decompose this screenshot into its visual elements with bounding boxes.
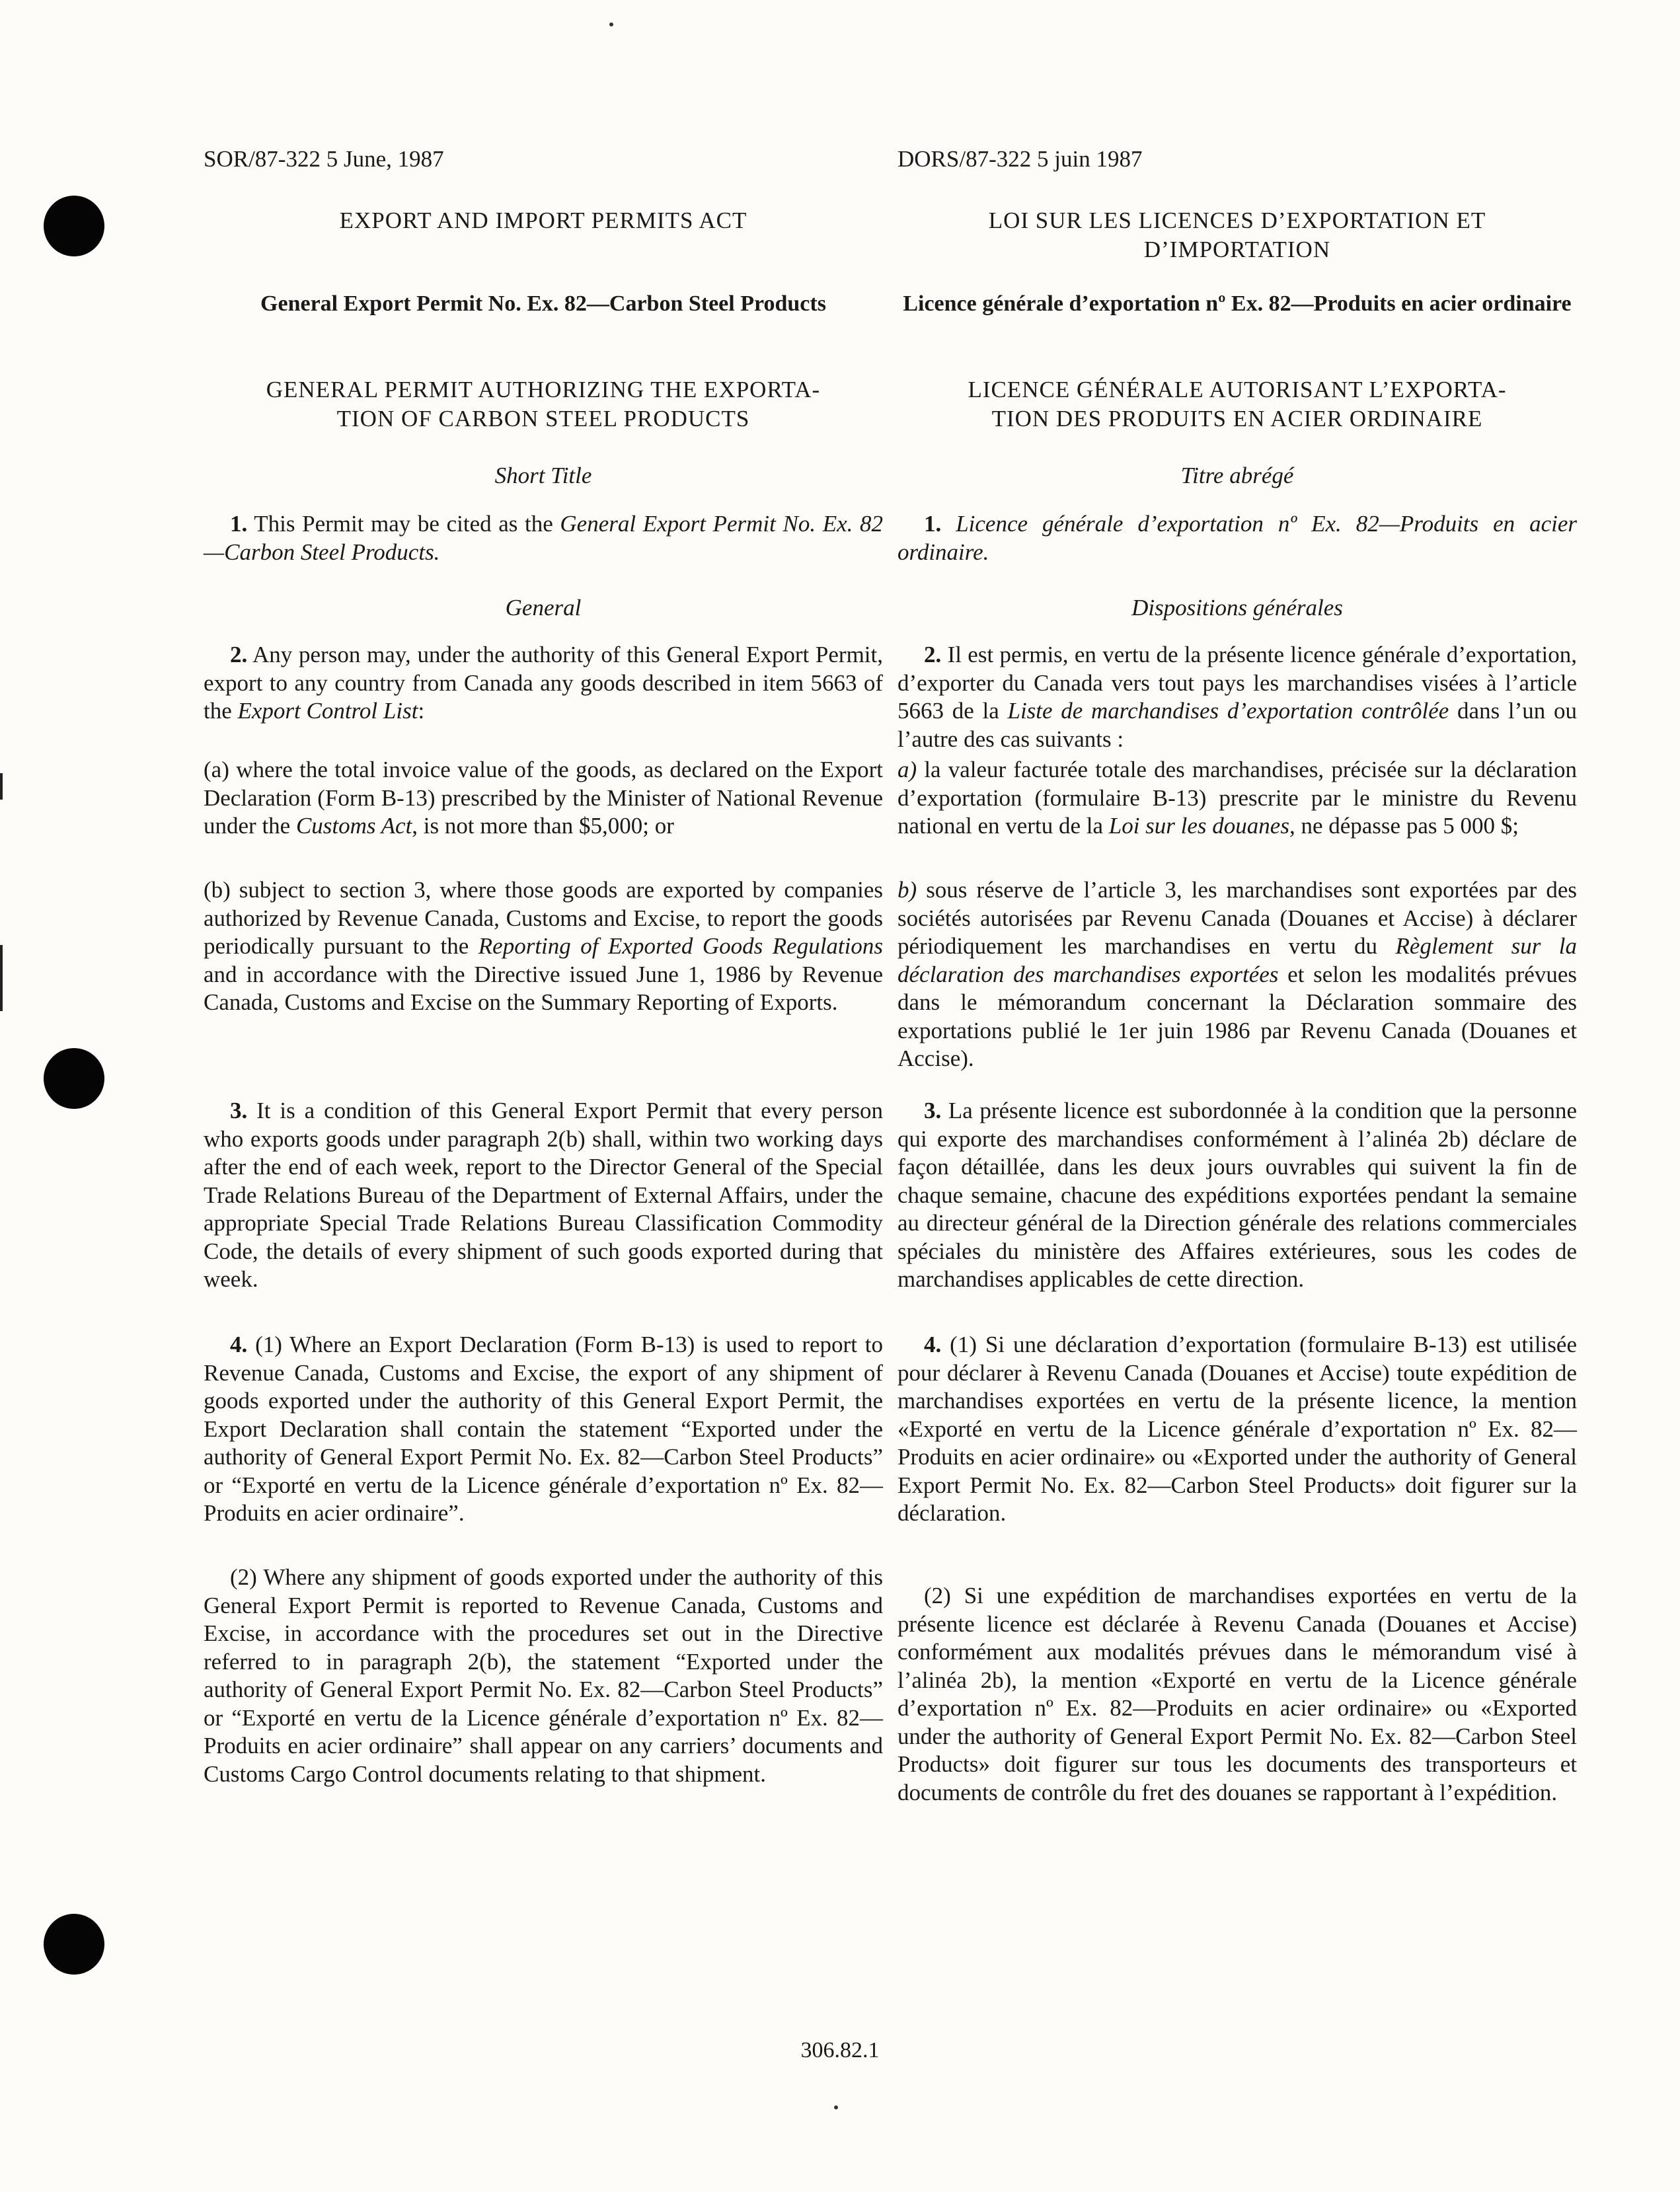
paragraph-2b: b) sous réserve de l’article 3, les marchandises sont exportées par des sociétés autorisées par Revenu Canada (Douanes et Accise) à déclarer périodiquement les marchandises en vertu du Règlement sur la déclaration des marchandises exportées et selon les modalités prévues dans le mémorandum concernant la Déclaration sommaire des exportations publié le 1er juin 1986 par Revenu Canada (Douanes et Accise). xyxy=(897,877,1578,1071)
paragraph-2a: a) la valeur facturée totale des marchandises, précisée sur la déclaration d’exportation (formulaire B-13) prescrite par le ministre du Revenu national en vertu de la Loi sur les douanes, ne dépasse pas 5 000 $; xyxy=(897,757,1577,839)
act-title: EXPORT AND IMPORT PERMITS ACT xyxy=(339,208,747,233)
binder-hole-top xyxy=(44,196,104,256)
paragraph-2b: (b) subject to section 3, where those goods are exported by companies authorized by Revenue Canada, Customs and Excise, to report the goods periodically pursuant to the Reporting of Exported Goods Regulations and in accordance with the Directive issued June 1, 1986 by Revenue Canada, Customs and Excise on the Summary Reporting of Exports. xyxy=(204,877,883,1015)
margin-mark xyxy=(0,945,3,1011)
permit-heading: LICENCE GÉNÉRALE AUTORISANT L’EXPORTA- TION DES PRODUITS EN ACIER ORDINAIRE xyxy=(968,377,1507,432)
general-heading: Dispositions générales xyxy=(1131,595,1343,621)
permit-heading: GENERAL PERMIT AUTHORIZING THE EXPORTA- TION OF CARBON STEEL PRODUCTS xyxy=(266,377,821,432)
regulation-reference: DORS/87-322 5 juin 1987 xyxy=(897,146,1143,172)
section-2: 2. Il est permis, en vertu de la présente licence générale d’exportation, d’exporter du Canada vers tout pays les marchandises visées à l’article 5663 de la Liste de marchandises d’exportation contrôlée dans l’un ou l’autre des cas suivants : xyxy=(897,642,1578,752)
permit-title: General Export Permit No. Ex. 82—Carbon Steel Products xyxy=(260,291,826,316)
section-4-1: 4. (1) Where an Export Declaration (Form B-13) is used to report to Revenue Canada, Customs and Excise, the export of any shipment of goods exported under the authority of this General Export Permit, the Export Declaration shall contain the statement “Exported under the authority of General Export Permit No. Ex. 82—Carbon Steel Products” or “Exporté en vertu de la Licence générale d’exportation nº Ex. 82—Produits en acier ordinaire”. xyxy=(204,1332,883,1526)
section-3: 3. La présente licence est subordonnée à la condition que la personne qui exporte des marchandises conformément à l’alinéa 2b) déclare de façon détaillée, dans les deux jours ouvrables qui suivent la fin de chaque semaine, chacune des expéditions exportées pendant la semaine au directeur général de la Direction générale des relations commerciales spéciales du ministère des Affaires extérieures, sous les codes de marchandises applicables de cette direction. xyxy=(897,1098,1578,1292)
section-2: 2. Any person may, under the authority of this General Export Permit, export to any country from Canada any goods described in item 5663 of the Export Control List: xyxy=(204,642,884,724)
section-3: 3. It is a condition of this General Export Permit that every person who exports goods under paragraph 2(b) shall, within two working days after the end of each week, report to the Director General of the Special Trade Relations Bureau of the Department of External Affairs, under the appropriate Special Trade Relations Bureau Classification Commodity Code, the details of every shipment of such goods exported during that week. xyxy=(204,1098,883,1292)
paragraph-2a: (a) where the total invoice value of the goods, as declared on the Export Declaration (Form B-13) prescribed by the Minister of National Revenue under the Customs Act, is not more than $5,000; or xyxy=(204,757,883,839)
section-4-2: (2) Si une expédition de marchandises exportées en vertu de la présente licence est déclarée à Revenu Canada (Douanes et Accise) conformément aux modalités prévues dans le mémorandum visé à l’alinéa 2b), la mention «Exporté en vertu de la Licence générale d’exportation nº Ex. 82—Produits en acier ordinaire» ou «Exported under the authority of General Export Permit No. Ex. 82—Carbon Steel Products» doit figurer sur tous les documents des transporteurs et documents de contrôle du fret des douanes se rapportant à l’expédition. xyxy=(897,1583,1577,1805)
short-title-heading: Titre abrégé xyxy=(1180,463,1294,488)
page-number: 306.82.1 xyxy=(800,2038,880,2062)
short-title-heading: Short Title xyxy=(494,463,592,488)
section-4-2: (2) Where any shipment of goods exported under the authority of this General Export Permit is reported to Revenue Canada, Customs and Excise, in accordance with the procedures set out in the Directive referred to in paragraph 2(b), the statement “Exported under the authority of General Export Permit No. Ex. 82—Carbon Steel Products” or “Exporté en vertu de la Licence générale d’exportation nº Ex. 82—Produits en acier ordinaire” shall appear on any carriers’ documents and Customs Cargo Control documents relating to that shipment. xyxy=(204,1564,883,1787)
margin-mark xyxy=(0,773,3,800)
scan-speck xyxy=(834,2105,838,2109)
scan-speck xyxy=(609,22,613,26)
binder-hole-middle xyxy=(44,1048,104,1109)
binder-hole-bottom xyxy=(44,1914,104,1975)
regulation-reference: SOR/87-322 5 June, 1987 xyxy=(204,146,444,172)
general-heading: General xyxy=(505,595,582,621)
permit-title: Licence générale d’exportation nº Ex. 82—Produits en acier ordinaire xyxy=(903,291,1572,316)
section-1: 1. This Permit may be cited as the General Export Permit No. Ex. 82—Carbon Steel Products. xyxy=(204,511,883,565)
act-title: LOI SUR LES LICENCES D’EXPORTATION ET D’IMPORTATION xyxy=(988,208,1486,262)
section-1: 1. Licence générale d’exportation nº Ex. 82—Produits en acier ordinaire. xyxy=(897,511,1577,565)
section-4-1: 4. (1) Si une déclaration d’exportation (formulaire B-13) est utilisée pour déclarer à Revenu Canada (Douanes et Accise) toute expédition de marchandises exportées en vertu de la présente licence, la mention «Exporté en vertu de la Licence générale d’exportation nº Ex. 82—Produits en acier ordinaire» ou «Exported under the authority of General Export Permit No. Ex. 82—Carbon Steel Products» doit figurer sur la déclaration. xyxy=(897,1332,1578,1526)
